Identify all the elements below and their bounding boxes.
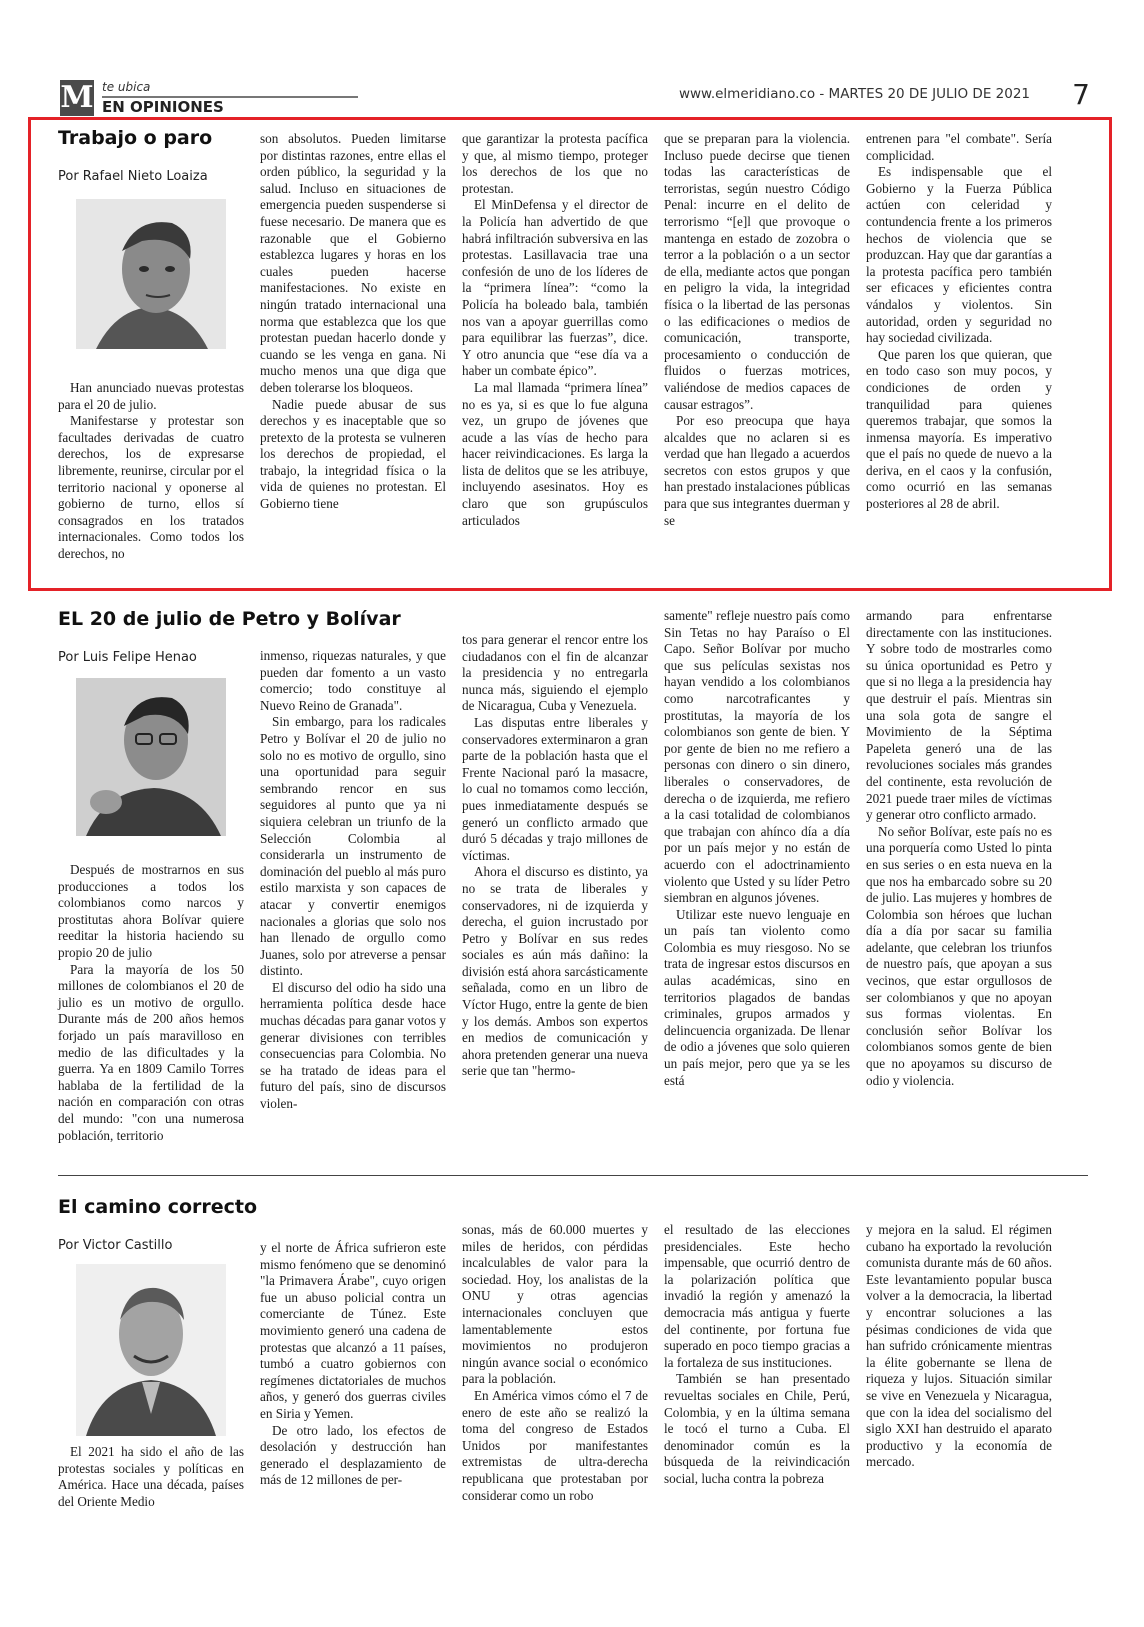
- paragraph: El discurso del odio ha sido una herramienta política desde hace muchas décadas para ganar votos y generar divisiones con terribles consecuencias para Colombia. No se ha tratado de ideas para el futuro del país, sino de discursos violen-: [260, 979, 446, 1112]
- article-author: Por Luis Felipe Henao: [58, 650, 197, 665]
- paragraph: Para la mayoría de los 50 millones de colombianos el 20 de julio es un motivo de orgullo. Durante más de 200 años hemos forjado un país maravilloso en medio de las dificultades y la guerra. Ya en 1809 Camilo Torres hablaba de la fertilidad de la nación en comparación con otras del mundo: "con una numerosa población, territorio: [58, 961, 244, 1143]
- author-photo: [76, 678, 226, 836]
- paragraph: y mejora en la salud. El régimen cubano ha exportado la revolución comunista durante más de 60 años. Este levantamiento popular busca volver a la democracia, la libertad y encontrar soluciones a las pésimas condiciones de vida que han sufrido crónicamente mientras la élite gobernante se llena de riqueza y lujos. Situación similar se vive en Venezuela y Nicaragua, que con la idea del socialismo del siglo XXI han destruido el aparato productivo y la economía de mercado.: [866, 1222, 1052, 1470]
- paragraph: La mal llamada “primera línea” no es ya, si es que lo fue alguna vez, un grupo de jóvenes que acude a las vías de hecho para hacer reivindicaciones. Es larga la lista de delitos que se les atribuye, incluyendo asesinatos. Hoy es claro que son grupúsculos articulados: [462, 379, 648, 528]
- paragraph: Sin embargo, para los radicales Petro y Bolívar el 20 de julio no solo no es motivo de orgullo, sino una oportunidad para seguir sembrando rencor en sus seguidores al punto que ya ni siquiera celebran un triunfo de la Selección Colombia al considerarla un instrumento de dominación del pueblo al más puro estilo marxista y son capaces de atacar y convertir enemigos nacionales a glorias que solo nos han llenado de orgullo como Juanes, solo por atreverse a pensar distinto.: [260, 714, 446, 979]
- author-photo-image: [76, 1264, 226, 1436]
- article-column-2: [260, 648, 446, 1168]
- article-column-4: [664, 608, 850, 1168]
- article-divider: [58, 1175, 1088, 1176]
- paragraph: entrenen para "el combate". Sería complicidad.: [866, 131, 1052, 163]
- article-20-de-julio: [58, 608, 1088, 1143]
- paragraph: y el norte de África sufrieron este mismo fenómeno que se denominó "la Primavera Árabe", cuyo origen fue un abuso policial contra un comerciante de Túnez. Este movimiento generó una cadena de protestas que alcanzó a 11 países, tumbó a cuatro gobiernos con regímenes dictatoriales de muchos años, y generó dos guerras civiles en Siria y Yemen.: [260, 1240, 446, 1421]
- article-author: Por Rafael Nieto Loaiza: [58, 169, 208, 184]
- paragraph: En América vimos cómo el 7 de enero de este año se realizó la toma del congreso de Estados Unidos por manifestantes extremistas de ultra-derecha republicana que protestaban por considerar como un robo: [462, 1387, 648, 1503]
- paragraph: El MinDefensa y el director de la Policía han advertido de que habrá infiltración subversiva en las protestas. Lasillavacia trae una confesión de uno de los líderes de la “primera línea”: “como la Policía ha boleado bala, también nos van a apoyar guerrillas como para equilibrar las fuerzas”, dice. Y otro anuncia que “ese día va a haber un combate épico”.: [462, 197, 648, 379]
- section-title: EN OPINIONES: [102, 98, 224, 116]
- page-header: [60, 78, 1090, 118]
- paragraph: tos para generar el rencor entre los ciudadanos con el fin de alcanzar la presidencia y no entregarla nunca más, siguiendo el ejemplo de Nicaragua, Cuba y Venezuela.: [462, 632, 648, 714]
- paragraph: sonas, más de 60.000 muertes y miles de heridos, con pérdidas incalculables de valor para la sociedad. Hoy, los analistas de la ONU y otras agencias internacionales concluyen que lamentablemente estos movimientos no produjeron ningún avance social o económico para la población.: [462, 1222, 648, 1387]
- author-photo: [76, 199, 226, 349]
- paragraph: son absolutos. Pueden limitarse por distintas razones, entre ellas el orden público, la seguridad y la salud. Incluso en situaciones de emergencia pueden suspenderse si fuese necesario. De manera que es razonable que el Gobierno establezca lugares y horas en los cuales pueden hacerse manifestaciones. No existe en ningún tratado internacional una norma que establezca que los que protestan puedan hacerlo donde y cuando se les venga en gana. Ni mucho menos una que diga que deben tolerarse los bloqueos.: [260, 131, 446, 395]
- article-column-2: [260, 1240, 446, 1570]
- author-photo-image: [76, 199, 226, 349]
- paragraph: También se han presentado revueltas sociales en Chile, Perú, Colombia, y en la última semana le tocó el turno a Cuba. El denominador común es la búsqueda de la reivindicación social, lucha contra la pobreza: [664, 1371, 850, 1486]
- article-author: Por Victor Castillo: [58, 1238, 173, 1253]
- article-column-3: [462, 131, 648, 581]
- paragraph: No señor Bolívar, este país no es una porquería como Usted lo pinta en sus series o en esta nueva en la que nos ha embarcado sobre su 20 de julio. Las mujeres y hombres de Colombia son héroes que luchan día a día por sacar su familia adelante, que celebran los triunfos de nuestro país, que apoyan a sus vecinos, que estar orgullosos de ser colombianos y que no apoyan sus formas violentas. En conclusión señor Bolívar los colombianos somos gente de bien que no apoyamos su discurso de odio y violencia.: [866, 823, 1052, 1088]
- paragraph: armando para enfrentarse directamente con las instituciones. Y sobre todo de mostrarles como su única oportunidad es Petro y que si no llega a la presidencia hay que destruir el país. Mientras sin una sola gota de sangre el Movimiento de la Séptima Papeleta generó una de las revoluciones sociales más grandes del continente, esta revolución de 2021 puede traer miles de víctimas y generar otro conflicto armado.: [866, 608, 1052, 823]
- paragraph: Manifestarse y protestar son facultades derivadas de cuatro derechos, los de expresarse libremente, reunirse, circular por el territorio nacional y oponerse al gobierno de turno, ellos sí consagrados en los tratados internacionales. Como todos los derechos, no: [58, 413, 245, 561]
- article-column-4: [664, 1222, 850, 1572]
- paragraph: Que paren los que quieran, que en todo caso son muy pocos, y condiciones de orden y tranquilidad para quienes queremos trabajar, que somos la inmensa mayoría. Es imperativo que el país no quede de nuevo a la deriva, en el caos y la confusión, como ocurrió en las semanas posteriores al 28 de abril.: [866, 346, 1052, 512]
- paragraph: Las disputas entre liberales y conservadores exterminaron a gran parte de la población hasta que el Frente Nacional paró la masacre, lo cual no tomamos como lección, pues inmediatamente después se generó un conflicto armado que duró 5 décadas y trajo millones de víctimas.: [462, 714, 648, 863]
- article-title: EL 20 de julio de Petro y Bolívar: [58, 608, 401, 630]
- paragraph: De otro lado, los efectos de desolación y destrucción han generado el desplazamiento de más de 12 millones de per-: [260, 1422, 446, 1488]
- paragraph: Utilizar este nuevo lenguaje en un país tan violento como Colombia es muy riesgoso. No se trata de ingresar estos discursos en aulas académicas, sino en territorios plagados de bandas criminales, grupos armados y delincuencia organizada. De llenar de odio a jóvenes que solo quieren un país mejor, pero que ya se les está: [664, 906, 850, 1088]
- article-column-3: [462, 1222, 648, 1572]
- paragraph: samente" refleje nuestro país como Sin Tetas no hay Paraíso o El Capo. Señor Bolívar por mucho que sus películas sexistas nos hayan vendido a los colombianos como narcotraficantes y prostitutas, la mayoría de los colombianos son gente de bien. Y por gente de bien no me refiero a personas con dinero o sin dinero, liberales o conservadores, de derecha o de izquierda, me refiero a la casi totalidad de colombianos que trabajan con ahínco día a día por un país mejor y no están de acuerdo con el adoctrinamiento violento que Usted y su líder Petro siembran en algunos jóvenes.: [664, 608, 850, 906]
- newspaper-logo: M: [60, 80, 94, 115]
- paragraph: Ahora el discurso es distinto, ya no se trata de liberales y conservadores, ni de izquierda y derecha, el guion incrustado por Petro y Bolívar en sus redes sociales es aún más dañino: la división está ahora sarcásticamente señalada, como en un libro de Víctor Hugo, entre la gente de bien y los demás. Ambos son expertos en medios de comunicación y ahora pretenden generar una nueva serie que tan "hermo-: [462, 864, 648, 1079]
- article-camino-correcto: [58, 1196, 1088, 1541]
- article-column-1: [58, 380, 244, 580]
- dateline: www.elmeridiano.co - MARTES 20 DE JULIO DE 2021: [678, 86, 1030, 102]
- article-column-4: [664, 131, 850, 581]
- paragraph: Nadie puede abusar de sus derechos y es inaceptable que so pretexto de la protesta se vulneren los derechos de propiedad, el trabajo, la integridad física o la vida de quienes no protestan. El Gobierno tiene: [260, 396, 446, 512]
- article-column-5: [866, 608, 1052, 1168]
- article-title: Trabajo o paro: [58, 127, 213, 149]
- paragraph: inmenso, riquezas naturales, y que pueden dar fomento a un vasto comercio; todo constituye al Nuevo Reino de Granada".: [260, 648, 446, 713]
- author-photo: [76, 1264, 226, 1436]
- logo-kicker: te ubica: [102, 80, 151, 94]
- paragraph: El 2021 ha sido el año de las protestas sociales y políticas en América. Hace una década, países del Oriente Medio: [58, 1444, 244, 1509]
- paragraph: Han anunciado nuevas protestas para el 20 de julio.: [58, 380, 244, 412]
- paragraph: que se preparan para la violencia. Incluso puede decirse que tienen todas las características de terroristas, según nuestro Código Penal: incurre en el delito de terrorismo “[e]l que provoque o mantenga en estado de zozobra o terror a la población o a un sector de ella, mediante actos que pongan en peligro la vida, la integridad física o la libertad de las personas o las edificaciones o medios de comunicación, transporte, procesamiento o conducción de fluidos o fuerzas motrices, valiéndose de medios capaces de causar estragos”.: [664, 131, 850, 412]
- article-column-5: [866, 131, 1052, 581]
- paragraph: el resultado de las elecciones presidenciales. Este hecho impensable, que ocurrió dentro de la polarización política que invadió la región y amenazó la democracia más antigua y fuerte del continente, por fortuna fue superado en poco tiempo gracias a la fortaleza de sus instituciones.: [664, 1222, 850, 1370]
- author-photo-image: [76, 678, 226, 836]
- article-column-3: [462, 632, 648, 1172]
- article-column-5: [866, 1222, 1052, 1572]
- paragraph: Por eso preocupa que haya alcaldes que no aclaren si es verdad que han llegado a acuerdos secretos con estos grupos y que han prestado instalaciones públicas para que sus integrantes duerman y se: [664, 413, 850, 528]
- article-column-1: [58, 862, 244, 1143]
- paragraph: Después de mostrarnos en sus producciones a todos los colombianos como narcos y prostitutas ahora Bolívar quiere reeditar la historia haciendo su propio 20 de julio: [58, 862, 244, 960]
- paragraph: Es indispensable que el Gobierno y la Fuerza Pública actúen con celeridad y contundencia frente a los primeros hechos de violencia que se produzcan. Hay que dar garantías a la protesta pacífica pero también ser eficaces y eficientes contra vándalos y violentos. Sin autoridad, orden y seguridad no hay sociedad civilizada.: [866, 164, 1053, 346]
- paragraph: que garantizar la protesta pacífica y que, al mismo tiempo, proteger los derechos de los que no protestan.: [462, 131, 648, 196]
- article-trabajo-o-paro: [58, 127, 1088, 582]
- article-column-1: [58, 1444, 244, 1554]
- page-number: 7: [1072, 78, 1090, 111]
- article-column-2: [260, 131, 446, 581]
- article-title: El camino correcto: [58, 1196, 258, 1218]
